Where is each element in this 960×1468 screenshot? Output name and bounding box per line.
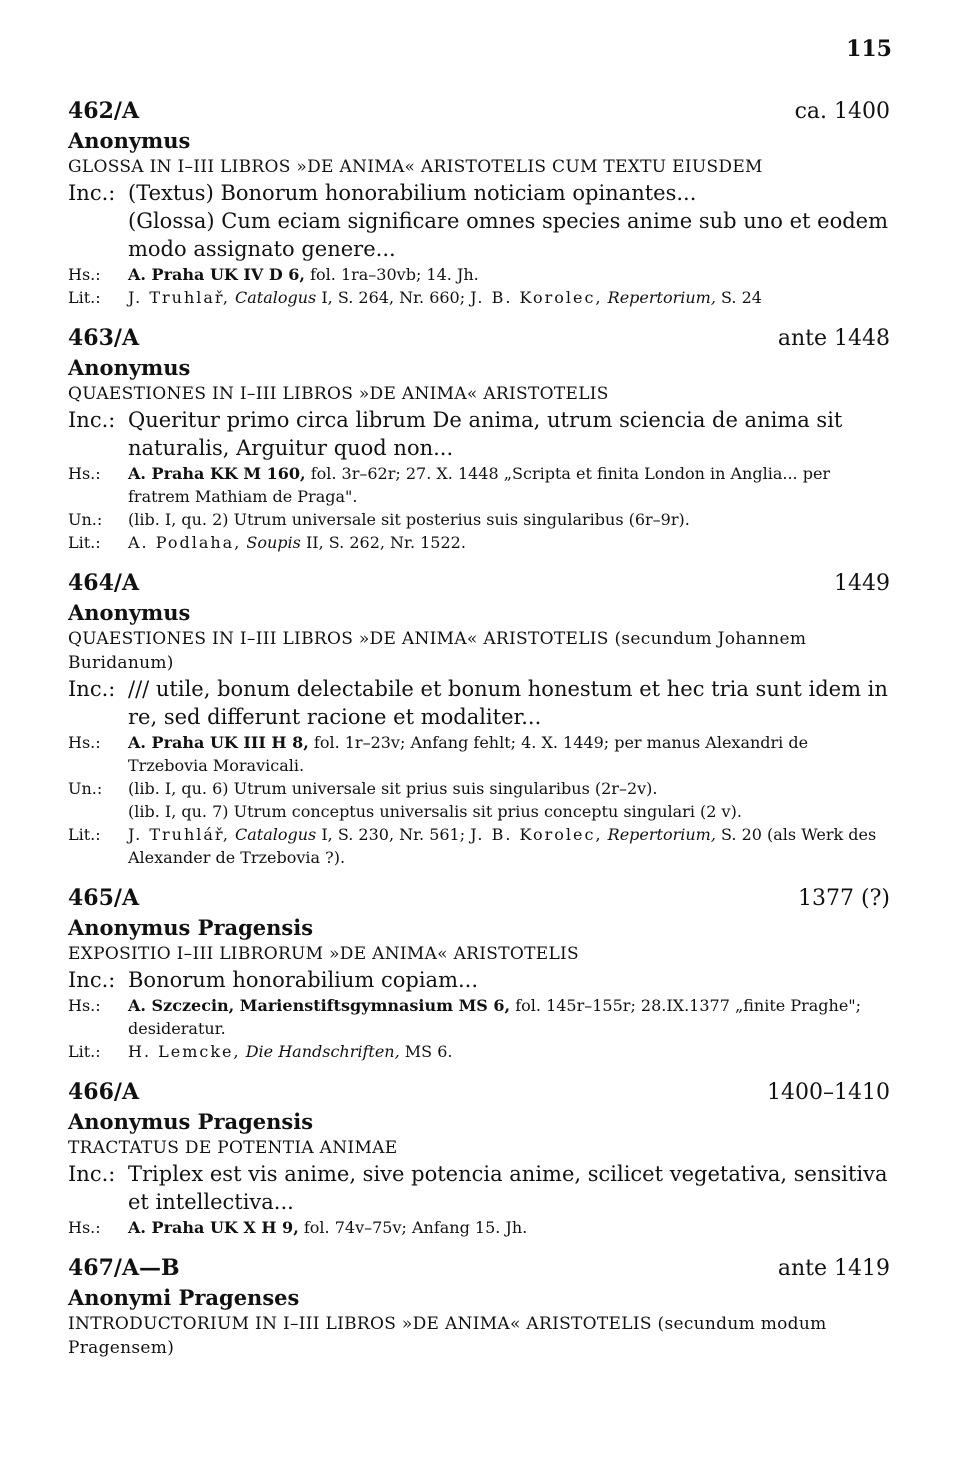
- catalog-entry-462: [68, 96, 890, 309]
- catalog-entry-466: [68, 1077, 890, 1239]
- incipit-row: [68, 675, 890, 731]
- manuscript-label: Hs.:: [68, 733, 101, 752]
- incipit-label: Inc.:: [68, 968, 116, 992]
- manuscript-details: fol. 1r–23v; Anfang fehlt; 4. X. 1449; per manus Alexandri de Trzebovia Moravicali.: [128, 733, 809, 775]
- incipit-text: /// utile, bonum delectabile et bonum honestum et hec tria sunt idem in re, sed differunt racione et modaliter...: [128, 677, 888, 729]
- entry-date: 1400–1410: [767, 1080, 890, 1105]
- manuscript-row: [68, 462, 890, 508]
- literature-title: Repertorium,: [607, 288, 716, 307]
- manuscript-library: A. Praha KK M 160,: [128, 464, 306, 483]
- entry-author: Anonymus: [68, 600, 191, 625]
- literature-ref: I, S. 264, Nr. 660;: [321, 288, 466, 307]
- literature-row: [68, 531, 890, 554]
- incipit-row: [68, 406, 890, 462]
- entry-date: 1377 (?): [798, 886, 890, 911]
- entry-header: [68, 323, 890, 354]
- literature-title: Catalogus: [235, 288, 317, 307]
- question-label: Un.:: [68, 779, 103, 798]
- literature-author: J. Truhlář,: [128, 825, 230, 844]
- literature-ref: S. 24: [721, 288, 762, 307]
- incipit-row: [68, 1160, 890, 1216]
- manuscript-library: A. Praha UK III H 8,: [128, 733, 309, 752]
- literature-ref: S. 20 (als Werk des Alexander de Trzebovia ?).: [128, 825, 877, 867]
- question-text: (lib. I, qu. 6) Utrum universale sit prius suis singularibus (2r–2v).: [128, 779, 658, 798]
- entry-number: 463/A: [68, 325, 140, 351]
- entry-header: [68, 1253, 890, 1284]
- literature-label: Lit.:: [68, 1042, 101, 1061]
- catalog-entry-465: [68, 883, 890, 1063]
- literature-title: Repertorium,: [607, 825, 716, 844]
- literature-title: Soupis: [246, 533, 301, 552]
- entry-date: ante 1419: [777, 1256, 890, 1281]
- manuscript-library: A. Praha UK IV D 6,: [128, 265, 305, 284]
- incipit-text: Queritur primo circa librum De anima, utrum sciencia de anima sit naturalis, Arguitur quod non...: [128, 408, 843, 460]
- entry-author: Anonymi Pragenses: [68, 1285, 300, 1310]
- manuscript-row: [68, 1216, 890, 1239]
- manuscript-details: fol. 3r–62r; 27. X. 1448 „Scripta et finita London in Anglia... per fratrem Mathiam de Praga".: [128, 464, 831, 506]
- literature-author: A. Podlaha,: [128, 533, 242, 552]
- entry-author: Anonymus: [68, 355, 191, 380]
- incipit-label: Inc.:: [68, 181, 116, 205]
- literature-author: H. Lemcke,: [128, 1042, 241, 1061]
- manuscript-label: Hs.:: [68, 996, 101, 1015]
- catalog-entry-463: [68, 323, 890, 554]
- literature-ref: II, S. 262, Nr. 1522.: [305, 533, 466, 552]
- entry-title: TRACTATUS DE POTENTIA ANIMAE: [68, 1138, 398, 1158]
- entry-number: 464/A: [68, 570, 140, 596]
- incipit-row: [68, 179, 890, 263]
- entry-date: ante 1448: [777, 326, 890, 351]
- entry-date: 1449: [834, 571, 890, 596]
- incipit-text: Bonorum honorabilium copiam...: [128, 968, 479, 992]
- literature-label: Lit.:: [68, 825, 101, 844]
- catalog-entry-467: [68, 1253, 890, 1360]
- manuscript-label: Hs.:: [68, 1218, 101, 1237]
- incipit-label: Inc.:: [68, 677, 116, 701]
- literature-ref: MS 6.: [404, 1042, 453, 1061]
- literature-author: J. B. Korolec,: [470, 288, 603, 307]
- literature-author: J. B. Korolec,: [470, 825, 603, 844]
- manuscript-row: [68, 263, 890, 286]
- entry-header: [68, 1077, 890, 1108]
- manuscript-label: Hs.:: [68, 265, 101, 284]
- entry-title: QUAESTIONES IN I–III LIBROS »DE ANIMA« ARISTOTELIS (secundum Johannem Buridanum): [68, 629, 807, 673]
- entry-author: Anonymus Pragensis: [68, 915, 314, 940]
- entry-title: GLOSSA IN I–III LIBROS »DE ANIMA« ARISTOTELIS CUM TEXTU EIUSDEM: [68, 157, 763, 177]
- literature-label: Lit.:: [68, 533, 101, 552]
- entry-title: QUAESTIONES IN I–III LIBROS »DE ANIMA« ARISTOTELIS: [68, 384, 609, 404]
- manuscript-details: fol. 1ra–30vb; 14. Jh.: [310, 265, 479, 284]
- manuscript-library: A. Szczecin, Marienstiftsgymnasium MS 6,: [128, 996, 511, 1015]
- entry-header: [68, 568, 890, 599]
- literature-title: Catalogus: [235, 825, 317, 844]
- catalog-content: [68, 96, 890, 1374]
- manuscript-library: A. Praha UK X H 9,: [128, 1218, 299, 1237]
- page-number: 115: [846, 36, 892, 62]
- literature-row: [68, 1040, 890, 1063]
- question-row: [68, 777, 890, 823]
- incipit-text: Triplex est vis anime, sive potencia anime, scilicet vegetativa, sensitiva et intellectiva...: [128, 1162, 888, 1214]
- literature-row: [68, 286, 890, 309]
- entry-title: INTRODUCTORIUM IN I–III LIBROS »DE ANIMA« ARISTOTELIS (secundum modum Pragensem): [68, 1314, 827, 1358]
- entry-author: Anonymus Pragensis: [68, 1109, 314, 1134]
- literature-author: J. Truhlař,: [128, 288, 230, 307]
- manuscript-row: [68, 731, 890, 777]
- entry-number: 467/A—B: [68, 1255, 180, 1281]
- incipit-label: Inc.:: [68, 408, 116, 432]
- manuscript-row: [68, 994, 890, 1040]
- manuscript-label: Hs.:: [68, 464, 101, 483]
- manuscript-details: fol. 74v–75v; Anfang 15. Jh.: [303, 1218, 528, 1237]
- entry-title: EXPOSITIO I–III LIBRORUM »DE ANIMA« ARISTOTELIS: [68, 944, 579, 964]
- incipit-line: (Textus) Bonorum honorabilium noticiam opinantes...: [128, 181, 697, 205]
- entry-number: 466/A: [68, 1079, 140, 1105]
- question-row: [68, 508, 890, 531]
- question-text: (lib. I, qu. 7) Utrum conceptus universalis sit prius conceptu singulari (2 v).: [128, 802, 742, 821]
- entry-header: [68, 96, 890, 127]
- literature-title: Die Handschriften,: [245, 1042, 400, 1061]
- question-text: (lib. I, qu. 2) Utrum universale sit posterius suis singularibus (6r–9r).: [128, 510, 690, 529]
- catalog-entry-464: [68, 568, 890, 869]
- entry-number: 462/A: [68, 98, 140, 124]
- literature-row: [68, 823, 890, 869]
- incipit-line: (Glossa) Cum eciam significare omnes species anime sub uno et eodem modo assignato genere...: [128, 209, 888, 261]
- question-label: Un.:: [68, 510, 103, 529]
- entry-author: Anonymus: [68, 128, 191, 153]
- incipit-row: [68, 966, 890, 994]
- manuscript-details: fol. 145r–155r; 28.IX.1377 „finite Praghe"; desideratur.: [128, 996, 862, 1038]
- literature-label: Lit.:: [68, 288, 101, 307]
- entry-date: ca. 1400: [794, 99, 890, 124]
- incipit-label: Inc.:: [68, 1162, 116, 1186]
- literature-ref: I, S. 230, Nr. 561;: [321, 825, 466, 844]
- entry-number: 465/A: [68, 885, 140, 911]
- entry-header: [68, 883, 890, 914]
